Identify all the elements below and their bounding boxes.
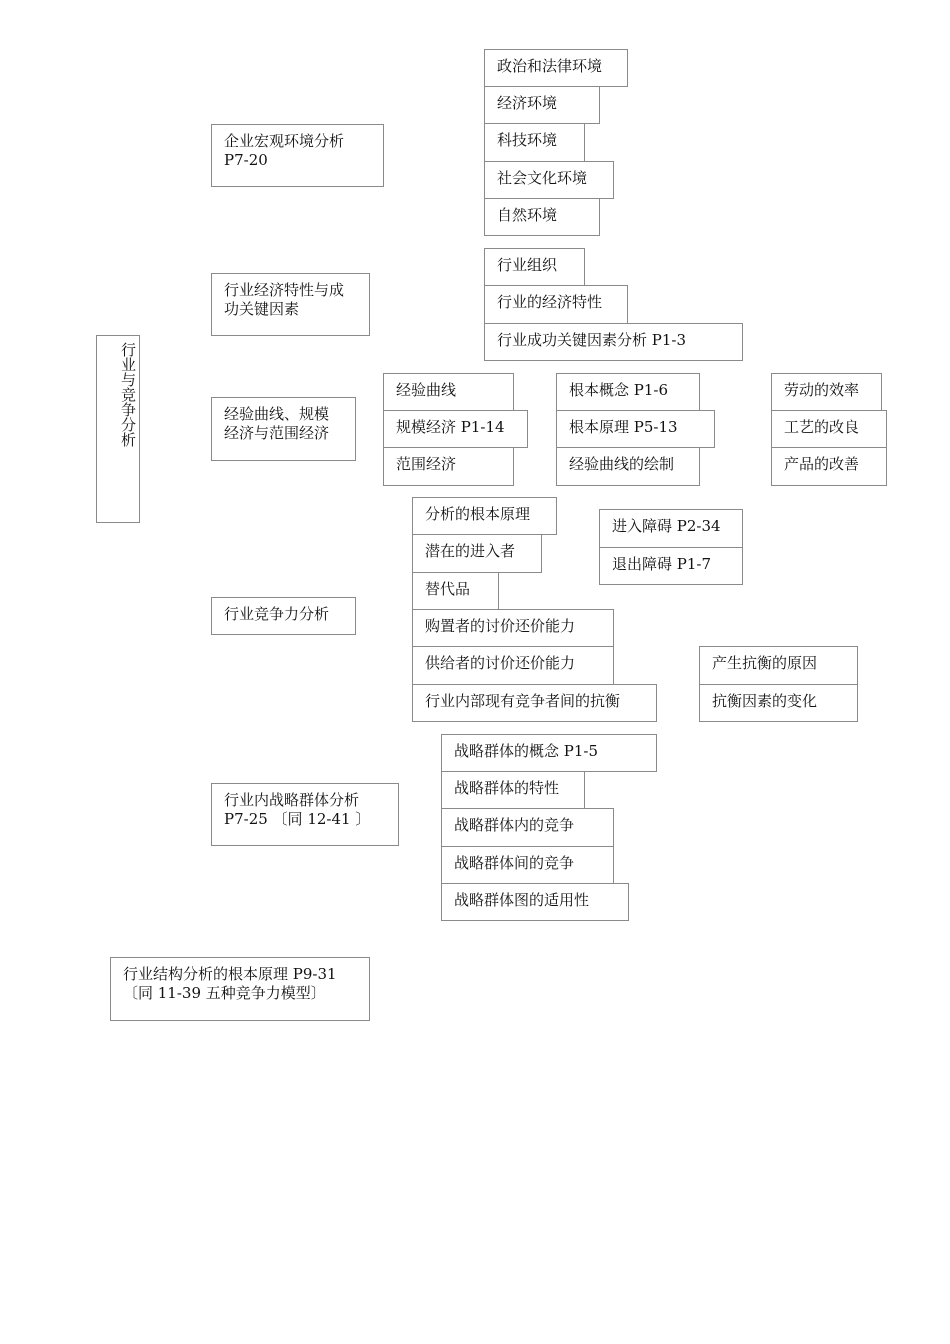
category-macro-environment: 企业宏观环境分析 P7-20 [211,124,384,187]
curve-item: 经验曲线的绘制 [556,447,700,486]
competition-item: 分析的根本原理 [412,497,557,535]
macro-item: 社会文化环境 [484,161,614,199]
macro-item: 科技环境 [484,123,585,162]
macro-item: 自然环境 [484,198,600,236]
competition-item: 供给者的讨价还价能力 [412,646,614,685]
competition-item: 购置者的讨价还价能力 [412,609,614,647]
macro-item: 经济环境 [484,86,600,124]
competition-item: 替代品 [412,572,499,610]
barrier-item: 进入障碍 P2-34 [599,509,743,548]
macro-item: 政治和法律环境 [484,49,628,87]
curve-item: 根本原理 P5-13 [556,410,715,448]
curve-factor: 工艺的改良 [771,410,887,448]
econ-item: 行业成功关键因素分析 P1-3 [484,323,743,361]
group-item: 战略群体的概念 P1-5 [441,734,657,772]
experience-item: 经验曲线 [383,373,514,411]
category-experience-scale-scope: 经验曲线、规模经济与范围经济 [211,397,356,461]
group-item: 战略群体间的竞争 [441,846,614,884]
experience-item: 规模经济 P1-14 [383,410,528,448]
category-strategic-groups: 行业内战略群体分析 P7-25 〔同 12-41 〕 [211,783,399,846]
group-item: 战略群体内的竞争 [441,808,614,847]
category-industry-economics: 行业经济特性与成功关键因素 [211,273,370,336]
group-item: 战略群体图的适用性 [441,883,629,921]
experience-item: 范围经济 [383,447,514,486]
category-industry-structure: 行业结构分析的根本原理 P9-31 〔同 11-39 五种竞争力模型〕 [110,957,370,1021]
root-label: 行业与竞争分析 [119,342,137,447]
rivalry-item: 产生抗衡的原因 [699,646,858,685]
econ-item: 行业的经济特性 [484,285,628,324]
curve-factor: 产品的改善 [771,447,887,486]
curve-factor: 劳动的效率 [771,373,882,411]
curve-item: 根本概念 P1-6 [556,373,700,411]
competition-item: 潜在的进入者 [412,534,542,573]
group-item: 战略群体的特性 [441,771,585,809]
barrier-item: 退出障碍 P1-7 [599,547,743,585]
rivalry-item: 抗衡因素的变化 [699,684,858,722]
category-competitive-forces: 行业竞争力分析 [211,597,356,635]
econ-item: 行业组织 [484,248,585,286]
root-node [96,335,140,523]
competition-item: 行业内部现有竞争者间的抗衡 [412,684,657,722]
